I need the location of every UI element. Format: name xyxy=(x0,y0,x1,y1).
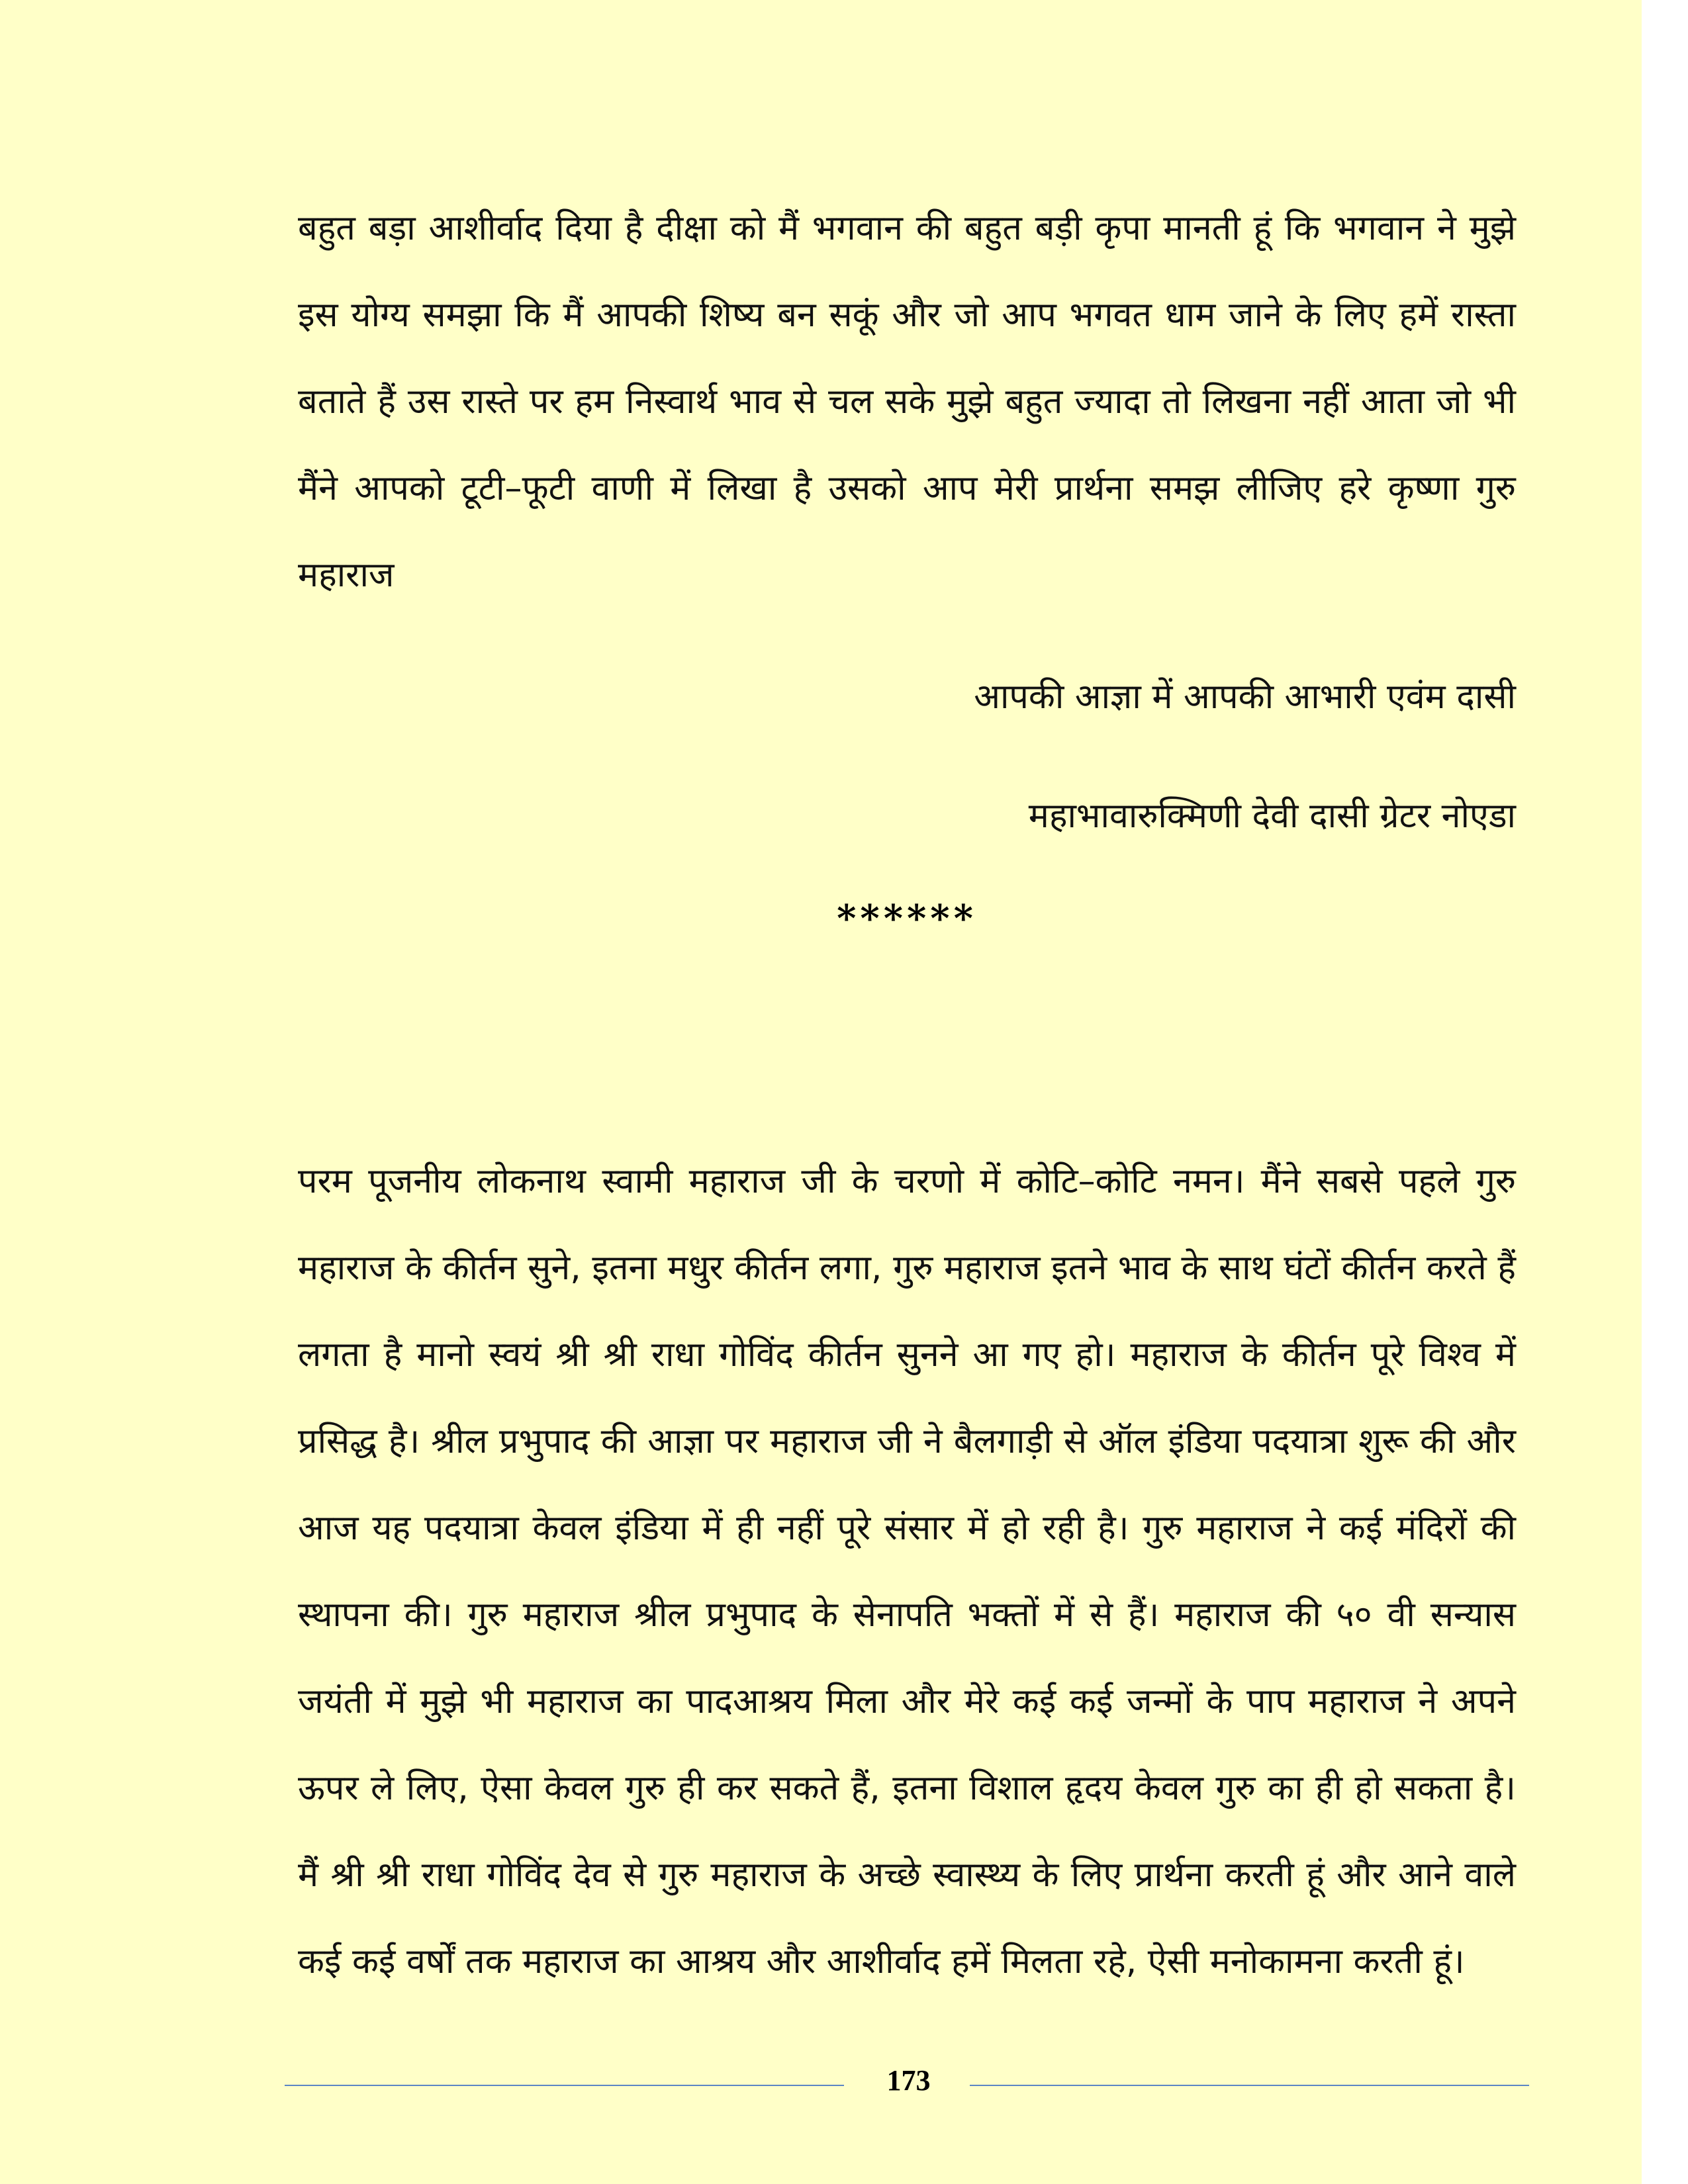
footer-rule-left xyxy=(285,2085,844,2086)
section-separator: ****** xyxy=(837,897,977,940)
page-number: 173 xyxy=(886,2064,931,2097)
body-paragraph-1: बहुत बड़ा आशीर्वाद दिया है दीक्षा को मैं भगवान की बहुत बड़ी कृपा मानती हूं कि भगवान ने मुझे इस योग्य समझा कि मैं आपकी शिष्य बन सकूं और जो आप भगवत धाम जाने के लिए हमें रास्ता बताते हैं उस रास्ते पर हम निस्वार्थ भाव से चल सके मुझे बहुत ज्यादा तो लिखना नहीं आता जो भी मैंने आपको टूटी–फूटी वाणी में लिखा है उसको आप मेरी प्रार्थना समझ लीजिए हरे कृष्णा गुरु महाराज xyxy=(298,208,1516,595)
footer-rule-right xyxy=(970,2085,1529,2086)
signature-line-1: आपकी आज्ञा में आपकी आभारी एवंम दासी xyxy=(974,677,1516,717)
body-paragraph-2: परम पूजनीय लोकनाथ स्वामी महाराज जी के चरणो में कोटि–कोटि नमन। मैंने सबसे पहले गुरु महाराज के कीर्तन सुने, इतना मधुर कीर्तन लगा, गुरु महाराज इतने भाव के साथ घंटों कीर्तन करते हैं लगता है मानो स्वयं श्री श्री राधा गोविंद कीर्तन सुनने आ गए हो। महाराज के कीर्तन पूरे विश्व में प्रसिद्ध है। श्रील प्रभुपाद की आज्ञा पर महाराज जी ने बैलगाड़ी से ऑल इंडिया पदयात्रा शुरू की और आज यह पदयात्रा केवल इंडिया में ही नहीं पूरे संसार में हो रही है। गुरु महाराज ने कई मंदिरों की स्थापना की। गुरु महाराज श्रील प्रभुपाद के सेनापति भक्तों में से हैं। महाराज की ५० वी सन्यास जयंती में मुझे भी महाराज का पादआश्रय मिला और मेरे कई कई जन्मों के पाप महाराज ने अपने ऊपर ले लिए, ऐसा केवल गुरु ही कर सकते हैं, इतना विशाल हृदय केवल गुरु का ही हो सकता है। मैं श्री श्री राधा गोविंद देव से गुरु महाराज के अच्छे स्वास्थ्य के लिए प्रार्थना करती हूं और आने वाले कई कई वर्षों तक महाराज का आश्रय और आशीर्वाद हमें मिलता रहे, ऐसी मनोकामना करती हूं। xyxy=(298,1161,1516,1981)
signature-line-2: महाभावारुक्मिणी देवी दासी ग्रेटर नोएडा xyxy=(1028,796,1516,836)
